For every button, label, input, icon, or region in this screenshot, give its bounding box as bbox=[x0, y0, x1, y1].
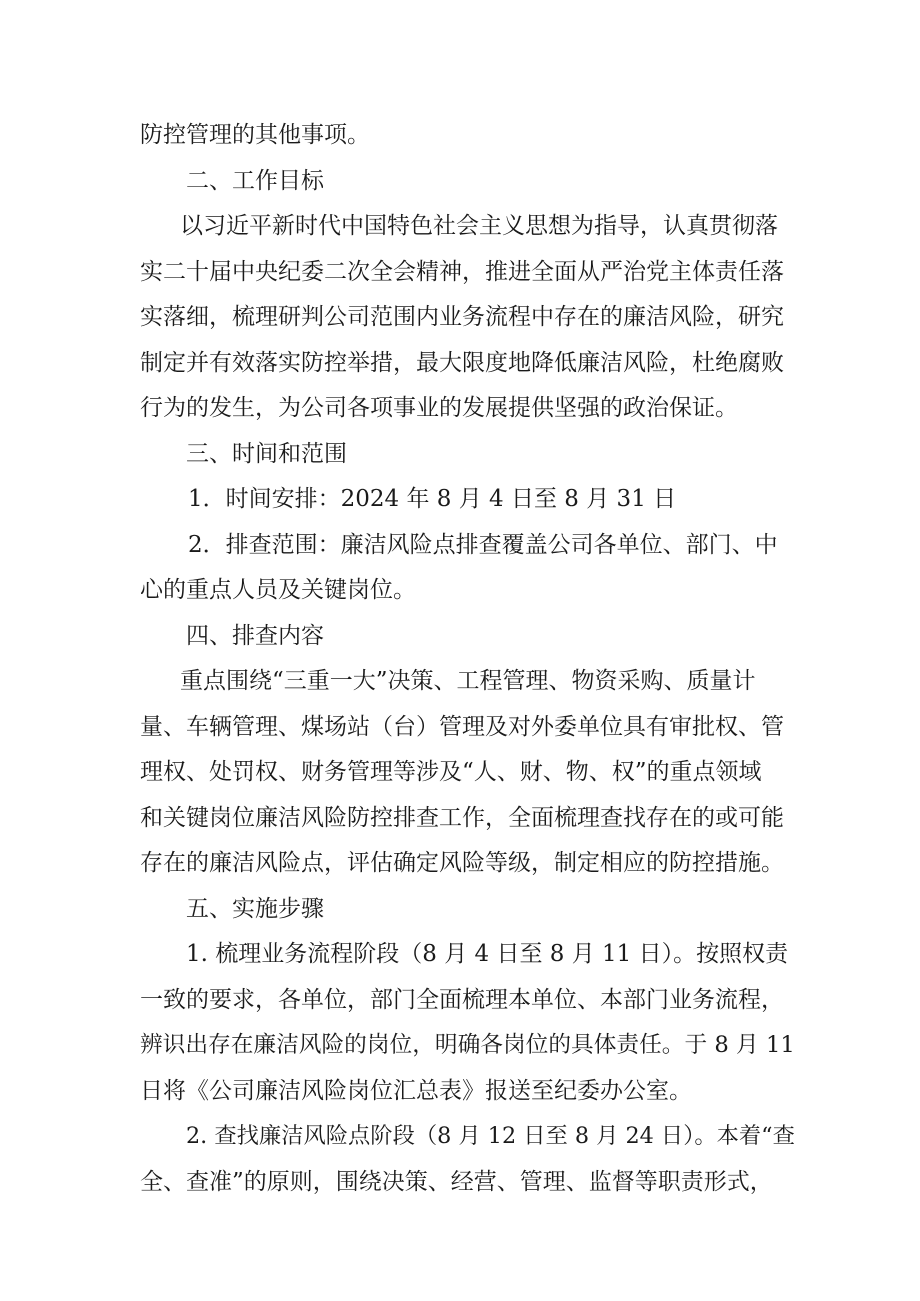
document-body bbox=[140, 113, 795, 1205]
paragraph-line: 心的重点人员及关键岗位。 bbox=[140, 577, 416, 603]
paragraph-line: 制定并有效落实防控举措，最大限度地降低廉洁风险，杜绝腐败 bbox=[140, 349, 784, 376]
section-heading-inspection-content: 四、排查内容 bbox=[186, 622, 324, 649]
paragraph-line: 重点围绕“三重一大”决策、工程管理、物资采购、质量计 bbox=[180, 668, 756, 694]
paragraph-line: 存在的廉洁风险点，评估确定风险等级，制定相应的防控措施。 bbox=[140, 850, 784, 876]
paragraph-line: 行为的发生，为公司各项事业的发展提供坚强的政治保证。 bbox=[140, 395, 738, 421]
paragraph-line: 2．排查范围：廉洁风险点排查覆盖公司各单位、部门、中 bbox=[188, 531, 778, 558]
section-heading-time-scope: 三、时间和范围 bbox=[186, 440, 347, 467]
paragraph-line: 量、车辆管理、煤场站（台）管理及对外委单位具有审批权、管 bbox=[140, 713, 784, 740]
section-heading-implementation-steps: 五、实施步骤 bbox=[186, 895, 324, 922]
paragraph-line: 理权、处罚权、财务管理等涉及“人、财、物、权”的重点领域 bbox=[140, 759, 762, 785]
paragraph-line: 和关键岗位廉洁风险防控排查工作，全面梳理查找存在的或可能 bbox=[140, 804, 784, 831]
paragraph-line: 日将《公司廉洁风险岗位汇总表》报送至纪委办公室。 bbox=[140, 1077, 692, 1104]
paragraph-line: 辨识出存在廉洁风险的岗位，明确各岗位的具体责任。于 8 月 11 bbox=[140, 1032, 795, 1058]
paragraph-line: 实落细，梳理研判公司范围内业务流程中存在的廉洁风险，研究 bbox=[140, 304, 784, 330]
paragraph-line: 以习近平新时代中国特色社会主义思想为指导，认真贯彻落 bbox=[180, 213, 778, 239]
paragraph-line: 2. 查找廉洁风险点阶段（8 月 12 日至 8 月 24 日）。本着“查 bbox=[186, 1123, 795, 1149]
paragraph-line: 1．时间安排：2024 年 8 月 4 日至 8 月 31 日 bbox=[188, 486, 677, 512]
paragraph-line: 一致的要求，各单位，部门全面梳理本单位、本部门业务流程， bbox=[140, 986, 784, 1013]
paragraph-line: 1. 梳理业务流程阶段（8 月 4 日至 8 月 11 日）。按照权责 bbox=[186, 941, 789, 967]
paragraph-line: 防控管理的其他事项。 bbox=[140, 122, 370, 148]
section-heading-work-goals: 二、工作目标 bbox=[186, 167, 324, 194]
paragraph-line: 全、查准”的原则，围绕决策、经营、管理、监督等职责形式， bbox=[140, 1168, 773, 1195]
paragraph-line: 实二十届中央纪委二次全会精神，推进全面从严治党主体责任落 bbox=[140, 258, 784, 285]
